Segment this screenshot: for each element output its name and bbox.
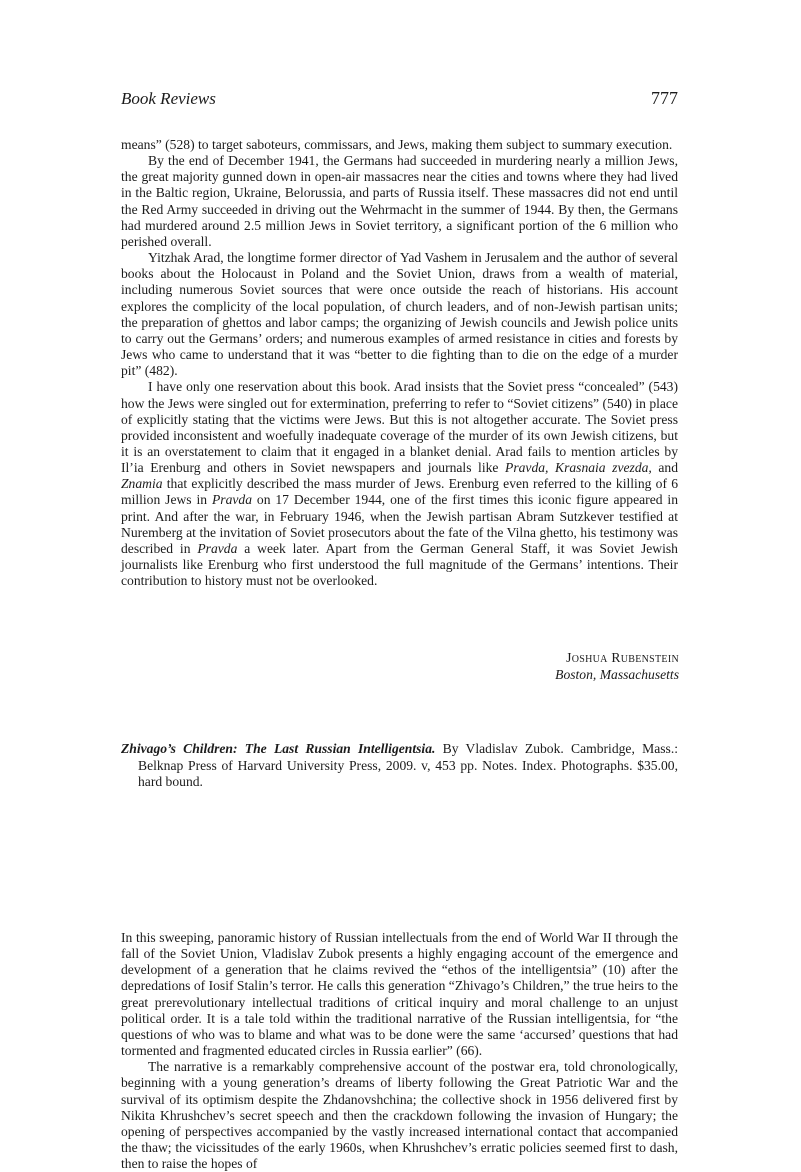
page-number: 777	[651, 88, 678, 108]
paragraph: Yitzhak Arad, the longtime former director of Yad Vashem in Jerusalem and the author of several books about the Holocaust in Poland and the Soviet Union, draws from a wealth of material, including numerous Soviet sources that were once outside the reach of historians. His account explores the complicity of the local population, of church leaders, and of non-Jewish partisan units; the preparation of ghettos and labor camps; the organizing of Jewish councils and Jewish police units to carry out the Germans’ orders; and numerous examples of armed resistance in cities and forests by Jews who came to understand that it was “better to die fighting than to die on the edge of a murder pit” (482).	[121, 250, 678, 379]
review-body-zubok	[121, 930, 678, 1172]
book-details: By Vladislav Zubok. Cambridge, Mass.: Belknap Press of Harvard University Press, 2009. v, 453 pp. Notes. Index. Photographs. $35.00, hard bound.	[138, 741, 678, 789]
reviewer-signature	[555, 650, 679, 683]
book-title: Zhivago’s Children: The Last Russian Intelligentsia.	[121, 741, 436, 756]
reviewer-name: Joshua Rubenstein	[566, 650, 679, 665]
periodical-titles: Pravda, Krasnaia zvezda,	[505, 460, 652, 476]
periodical-title: Pravda	[211, 492, 252, 508]
review-body-rubenstein	[121, 137, 678, 589]
paragraph-reservation: I have only one reservation about this book. Arad insists that the Soviet press “concealed” (543) how the Jews were singled out for extermination, preferring to refer to “Soviet citizens” (540) in place of explicitly stating that the victims were Jews. But this is not altogether accurate. The Soviet press provided inconsistent and woefully inadequate coverage of the murder of its own Jewish citizens, but it is an overstatement to claim that it engaged in a blanket denial. Arad fails to mention articles by Il’ia Erenburg and others in Soviet newspapers and journals like Pravda, Krasnaia zvezda, and Znamia that explicitly described the mass murder of Jews. Erenburg even referred to the killing of 6 million Jews in Pravda on 17 December 1944, one of the first times this iconic figure appeared in print. And after the war, in February 1946, when the Jewish partisan Abram Sutzkever testified at Nuremberg at the invitation of Soviet prosecutors about the fate of the Vilna ghetto, his testimony was described in Pravda a week later. Apart from the German General Staff, it was Soviet Jewish journalists like Erenburg who first understood the full magnitude of the Germans’ intentions. Their contribution to history must not be overlooked.	[121, 379, 679, 589]
periodical-title: Pravda	[197, 540, 238, 556]
paragraph: By the end of December 1941, the Germans had succeeded in murdering nearly a million Jews, the great majority gunned down in open-air massacres near the cities and towns where they had lived in the Baltic region, Ukraine, Belorussia, and parts of Russia itself. These massacres did not end until the Red Army succeeded in driving out the Wehrmacht in the summer of 1944. By then, the Germans had murdered around 2.5 million Jews in Soviet territory, a significant portion of the 6 million who perished overall.	[121, 153, 678, 249]
paragraph: The narrative is a remarkably comprehensive account of the postwar era, told chronologically, beginning with a young generation’s dreams of liberty following the Great Patriotic War and the survival of its optimism despite the Zhdanovshchina; the collective shock in 1956 delivered first by Nikita Khrushchev’s secret speech and then the crackdown following the invasion of Hungary; the opening of perspectives accompanied by the vastly increased international contact that accompanied the thaw; the vicissitudes of the early 1960s, when Khrushchev’s erratic policies seemed first to dash, then to raise the hopes of	[121, 1059, 678, 1172]
paragraph: means” (528) to target saboteurs, commissars, and Jews, making them subject to summary execution.	[121, 137, 673, 152]
running-head: Book Reviews	[121, 89, 216, 108]
periodical-title: Znamia	[121, 476, 163, 492]
book-citation	[121, 741, 678, 791]
reviewer-location: Boston, Massachusetts	[555, 666, 679, 682]
paragraph: In this sweeping, panoramic history of Russian intellectuals from the end of World War II through the fall of the Soviet Union, Vladislav Zubok presents a highly engaging account of the emergence and development of a generation that he claims revived the “ethos of the intelligentsia” (10) after the depredations of Iosif Stalin’s terror. He calls this generation “Zhivago’s Children,” the true heirs to the great prerevolutionary intellectual traditions of critical inquiry and moral challenge to an unjust political order. It is a tale told within the traditional narrative of the Russian intelligentsia, for “the questions of who was to blame and what was to be done were the same ‘accursed’ questions that had tormented and fragmented educated circles in Russia earlier” (66).	[121, 930, 678, 1059]
page-header	[121, 88, 678, 109]
